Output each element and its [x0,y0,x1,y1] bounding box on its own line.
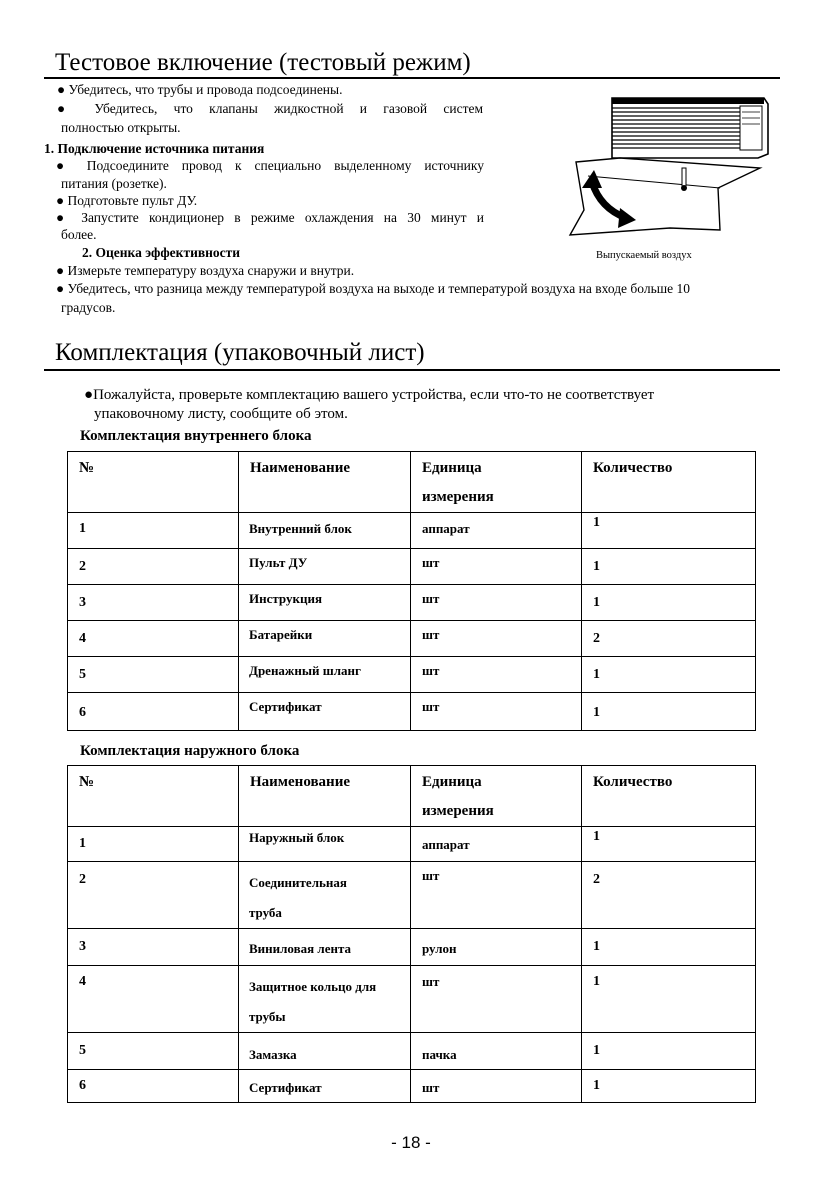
step1-bullet-connect-cont: питания (розетке). [61,176,167,191]
package-note: ●Пожалуйста, проверьте комплектацию вашего устройства, если что-то не соответствует [84,387,655,403]
section-title-package-list: Комплектация (упаковочный лист) [55,339,425,366]
header-name: Наименование [239,766,411,827]
table-row: 6 Сертификат шт 1 [68,1070,756,1103]
page-number: - 18 - [391,1133,431,1152]
table-row: 4 Защитное кольцо для трубы шт 1 [68,966,756,1033]
package-note-cont: упаковочному листу, сообщите об этом. [94,406,348,422]
bullet-icon: ● [56,210,71,225]
step1-bullet-connect: ● Подсоедините провод к специально выделенному источнику [56,158,485,173]
bullet-icon: ● [84,387,94,403]
bullet-icon: ● [57,82,66,97]
section-title-test-run: Тестовое включение (тестовый режим) [55,49,471,76]
bullet-valves-open-cont: полностью открыты. [61,120,181,135]
air-conditioner-figure [560,90,780,250]
header-name: Наименование [239,452,411,513]
outdoor-table [67,765,756,1103]
header-qty: Количество [582,452,756,513]
step1-heading: 1. Подключение источника питания [44,141,265,156]
indoor-caption: Комплектация внутреннего блока [80,428,312,444]
header-no: № [68,452,239,513]
step1-bullet-remote: ● Подготовьте пульт ДУ. [56,193,198,208]
step2-bullet-difference-cont: градусов. [61,300,116,315]
table-row: 2 Пульт ДУ шт 1 [68,549,756,585]
table-row: 3 Инструкция шт 1 [68,585,756,621]
title-rule [44,77,780,79]
table-row: 4 Батарейки шт 2 [68,621,756,657]
header-unit: Единица измерения [411,766,582,827]
bullet-icon: ● [56,263,65,278]
bullet-pipes-connected: ● Убедитесь, что трубы и провода подсоединены. [57,82,343,97]
table-row: 2 Соединительная труба шт 2 [68,862,756,929]
indoor-table [67,451,756,731]
header-qty: Количество [582,766,756,827]
bullet-icon: ● [56,158,74,173]
table-row: 5 Дренажный шланг шт 1 [68,657,756,693]
title-rule [44,369,780,371]
header-no: № [68,766,239,827]
outdoor-caption: Комплектация наружного блока [80,743,300,759]
table-header-row [68,452,756,513]
table-header-row [68,766,756,827]
table-row: 1 Внутренний блок аппарат 1 [68,513,756,549]
table-row: 3 Виниловая лента рулон 1 [68,929,756,966]
step1-bullet-cooling-cont: более. [61,227,97,242]
step2-heading: 2. Оценка эффективности [82,245,241,260]
figure-caption: Выпускаемый воздух [596,250,692,261]
table-row: 6 Сертификат шт 1 [68,693,756,731]
bullet-icon: ● [57,101,79,116]
table-row: 5 Замазка пачка 1 [68,1033,756,1070]
table-row: 1 Наружный блок аппарат 1 [68,827,756,862]
bullet-valves-open: ● Убедитесь, что клапаны жидкостной и газовой систем [57,101,484,116]
bullet-icon: ● [56,281,65,296]
step2-bullet-difference: ● Убедитесь, что разница между температурой воздуха на выходе и температурой воздуха на входе больше 10 [56,281,691,296]
bullet-icon: ● [56,193,65,208]
header-unit: Единица измерения [411,452,582,513]
step2-bullet-measure: ● Измерьте температуру воздуха снаружи и внутри. [56,263,355,278]
step1-bullet-cooling: ● Запустите кондиционер в режиме охлаждения на 30 минут и [56,210,484,225]
